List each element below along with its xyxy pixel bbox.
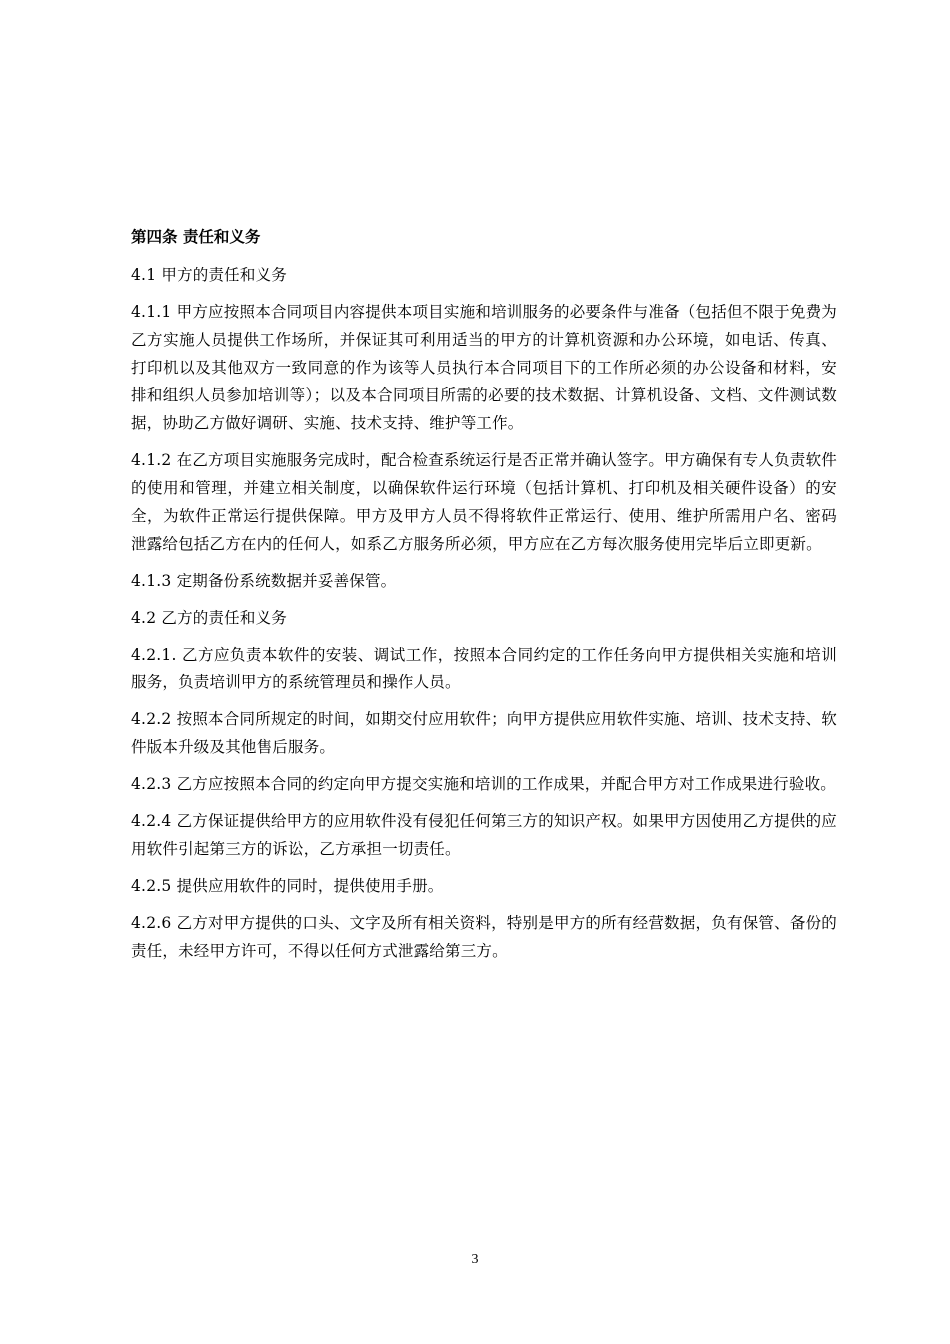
section-heading-4-1: 4.1 甲方的责任和义务 <box>131 266 287 284</box>
clause-4-2-1: 4.2.1. 乙方应负责本软件的安装、调试工作，按照本合同约定的工作任务向甲方提供相关实施和培训服务，负责培训甲方的系统管理员和操作人员。 <box>131 645 837 692</box>
article-title: 第四条 责任和义务 <box>131 228 261 246</box>
clause-4-2-5: 4.2.5 提供应用软件的同时，提供使用手册。 <box>131 876 444 895</box>
clause-4-1-2: 4.1.2 在乙方项目实施服务完成时，配合检查系统运行是否正常并确认签字。甲方确保有专人负责软件的使用和管理，并建立相关制度，以确保软件运行环境（包括计算机、打印机及相关硬件设备）的安全，为软件正常运行提供保障。甲方及甲方人员不得将软件正常运行、使用、维护所需用户名、密码泄露给包括乙方在内的任何人，如系乙方服务所必须，甲方应在乙方每次服务使用完毕后立即更新。 <box>131 451 838 553</box>
document-body <box>131 226 837 975</box>
page-number: 3 <box>471 1252 479 1267</box>
clause-4-2-4: 4.2.4 乙方保证提供给甲方的应用软件没有侵犯任何第三方的知识产权。如果甲方因使用乙方提供的应用软件引起第三方的诉讼，乙方承担一切责任。 <box>131 812 838 858</box>
clause-4-1-1: 4.1.1 甲方应按照本合同项目内容提供本项目实施和培训服务的必要条件与准备（包括但不限于免费为乙方实施人员提供工作场所，并保证其可利用适当的甲方的计算机资源和办公环境，如电话、传真、打印机以及其他双方一致同意的作为该等人员执行本合同项目下的工作所必须的办公设备和材料，安排和组织人员参加培训等）；以及本合同项目所需的必要的技术数据、计算机设备、文档、文件测试数据，协助乙方做好调研、实施、技术支持、维护等工作。 <box>131 302 838 433</box>
clause-4-1-3: 4.1.3 定期备份系统数据并妥善保管。 <box>131 571 397 590</box>
clause-4-2-3: 4.2.3 乙方应按照本合同的约定向甲方提交实施和培训的工作成果，并配合甲方对工作成果进行验收。 <box>131 775 836 794</box>
clause-4-2-6: 4.2.6 乙方对甲方提供的口头、文字及所有相关资料，特别是甲方的所有经营数据，负有保管、备份的责任，未经甲方许可，不得以任何方式泄露给第三方。 <box>131 913 838 960</box>
clause-4-2-2: 4.2.2 按照本合同所规定的时间，如期交付应用软件；向甲方提供应用软件实施、培训、技术支持、软件版本升级及其他售后服务。 <box>131 710 838 757</box>
section-heading-4-2: 4.2 乙方的责任和义务 <box>131 608 287 627</box>
